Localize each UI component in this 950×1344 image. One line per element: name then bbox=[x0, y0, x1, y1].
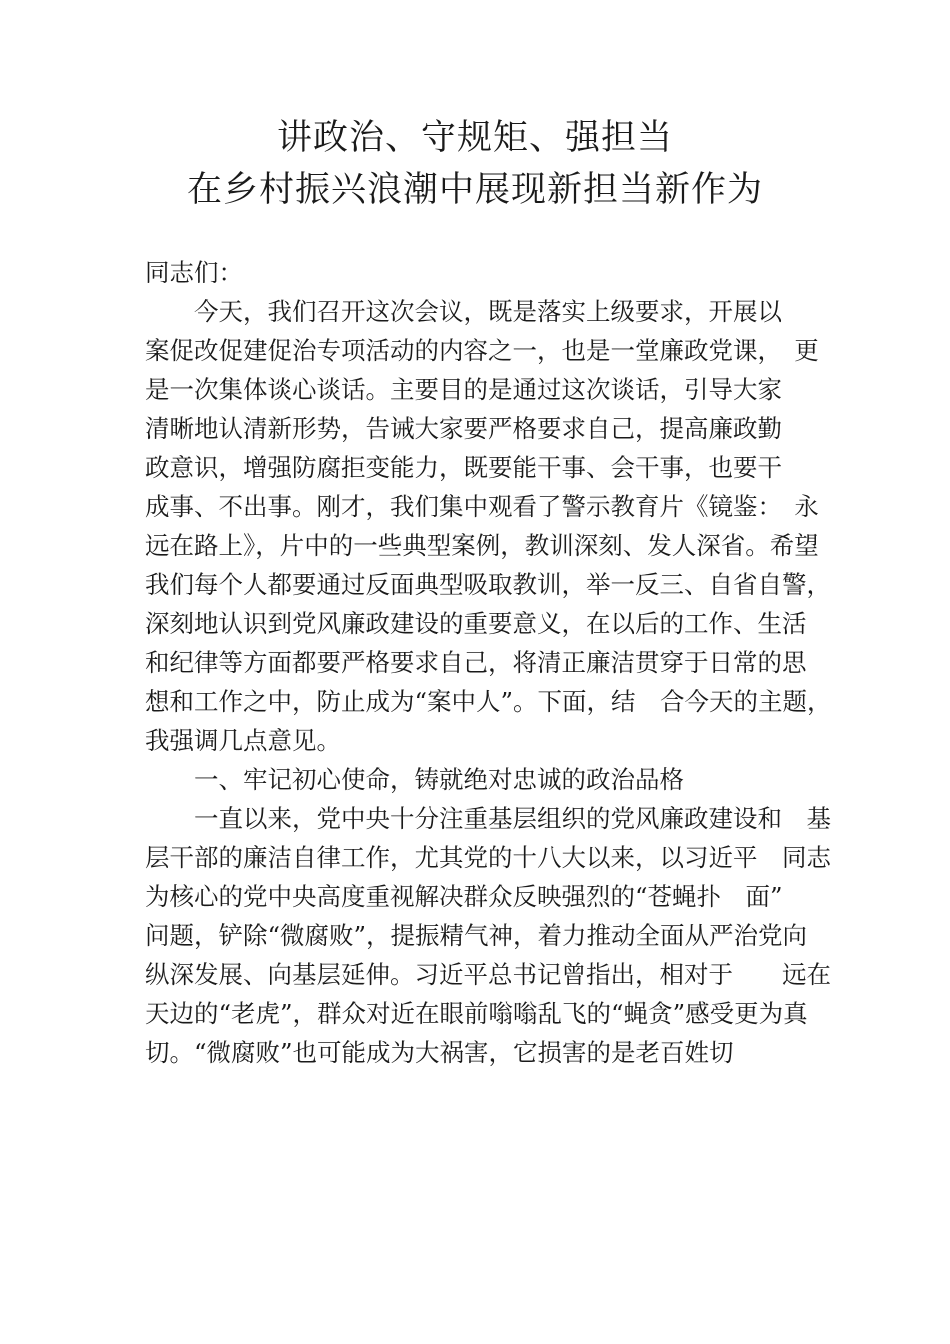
title-line-2: 在乡村振兴浪潮中展现新担当新作为 bbox=[186, 170, 763, 210]
text-line: 问题，铲除“微腐败”，提振精气神，着力推动全面从严治党向 bbox=[145, 921, 808, 950]
text-line: 是一次集体谈心谈话。主要目的是通过这次谈话，引导大家 bbox=[145, 375, 782, 404]
text-line: 今天，我们召开这次会议，既是落实上级要求，开展以 bbox=[145, 297, 782, 326]
salutation: 同志们： bbox=[145, 258, 243, 287]
text-line: 成事、不出事。刚才，我们集中观看了警示教育片《镜鉴： 永 bbox=[145, 492, 819, 521]
text-line: 天边的“老虎”，群众对近在眼前嗡嗡乱飞的“蝇贪”感受更为真 bbox=[145, 999, 808, 1028]
text-line: 我强调几点意见。 bbox=[145, 726, 341, 755]
text-line: 为核心的党中央高度重视解决群众反映强烈的“苍蝇扑 面” bbox=[145, 882, 783, 911]
text-line: 清晰地认清新形势，告诫大家要严格要求自己，提高廉政勤 bbox=[145, 414, 782, 443]
text-line: 切。“微腐败”也可能成为大祸害，它损害的是老百姓切 bbox=[145, 1038, 734, 1067]
text-line: 深刻地认识到党风廉政建设的重要意义，在以后的工作、生活 bbox=[145, 609, 807, 638]
document-body bbox=[145, 253, 832, 1072]
text-line: 想和工作之中，防止成为“案中人”。下面，结 合今天的主题， bbox=[145, 687, 832, 716]
paragraph-2 bbox=[145, 799, 831, 1072]
text-line: 案促改促建促治专项活动的内容之一，也是一堂廉政党课， 更 bbox=[145, 336, 819, 365]
text-line: 政意识，增强防腐拒变能力，既要能干事、会干事，也要干 bbox=[145, 453, 782, 482]
text-line: 和纪律等方面都要严格要求自己，将清正廉洁贯穿于日常的思 bbox=[145, 648, 807, 677]
text-line: 纵深发展、向基层延伸。习近平总书记曾指出，相对于 远在 bbox=[145, 960, 831, 989]
section-1-heading: 一、牢记初心使命，铸就绝对忠诚的政治品格 bbox=[145, 765, 684, 794]
paragraph-1 bbox=[145, 292, 832, 760]
text-line: 我们每个人都要通过反面典型吸取教训，举一反三、自省自警， bbox=[145, 570, 831, 599]
document-title bbox=[0, 112, 950, 216]
text-line: 一直以来，党中央十分注重基层组织的党风廉政建设和 基 bbox=[145, 804, 831, 833]
text-line: 远在路上》，片中的一些典型案例，教训深刻、发人深省。希望 bbox=[145, 531, 819, 560]
text-line: 层干部的廉洁自律工作，尤其党的十八大以来，以习近平 同志 bbox=[145, 843, 831, 872]
title-line-1: 讲政治、守规矩、强担当 bbox=[276, 118, 673, 158]
